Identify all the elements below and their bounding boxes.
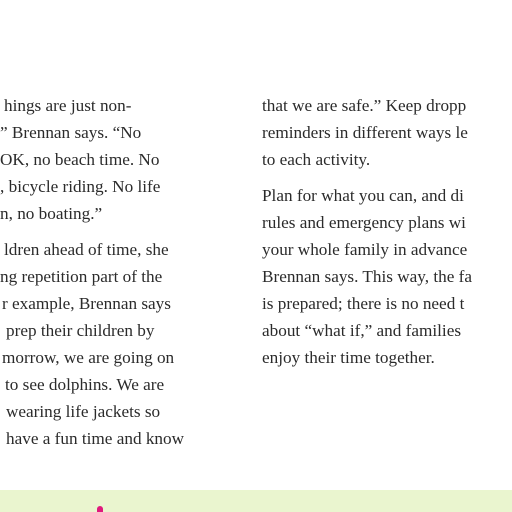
text-line: reminders in different ways le <box>262 123 468 142</box>
left-column <box>0 92 184 452</box>
text-line: to each activity. <box>262 150 371 169</box>
text-line: , bicycle riding. No life <box>0 177 161 196</box>
text-line: ng repetition part of the <box>0 267 163 286</box>
text-line: prep their children by <box>6 321 155 340</box>
text-line: your whole family in advance <box>262 240 468 259</box>
text-line: that we are safe.” Keep dropp <box>262 96 467 115</box>
text-line: enjoy their time together. <box>262 348 435 367</box>
left-paragraph-1 <box>0 92 184 227</box>
text-line: n, no boating.” <box>0 204 103 223</box>
text-line: have a fun time and know <box>6 429 185 448</box>
footer-band <box>0 490 512 512</box>
text-line: morrow, we are going on <box>2 348 175 367</box>
text-line: Plan for what you can, and di <box>262 186 464 205</box>
text-line: to see dolphins. We are <box>5 375 165 394</box>
text-line: about “what if,” and families <box>262 321 462 340</box>
text-line: wearing life jackets so <box>6 402 161 421</box>
text-line: Brennan says. This way, the fa <box>262 267 473 286</box>
text-line: OK, no beach time. No <box>0 150 160 169</box>
text-line: rules and emergency plans wi <box>262 213 466 232</box>
accent-glyph-fragment <box>97 506 103 512</box>
right-paragraph-1 <box>262 92 472 173</box>
text-line: hings are just non- <box>4 96 132 115</box>
text-line: ” Brennan says. “No <box>0 123 142 142</box>
text-line: r example, Brennan says <box>2 294 171 313</box>
left-paragraph-2 <box>0 236 184 452</box>
text-line: ldren ahead of time, she <box>4 240 169 259</box>
right-paragraph-2 <box>262 182 472 371</box>
text-line: is prepared; there is no need t <box>262 294 465 313</box>
right-column <box>262 92 472 371</box>
